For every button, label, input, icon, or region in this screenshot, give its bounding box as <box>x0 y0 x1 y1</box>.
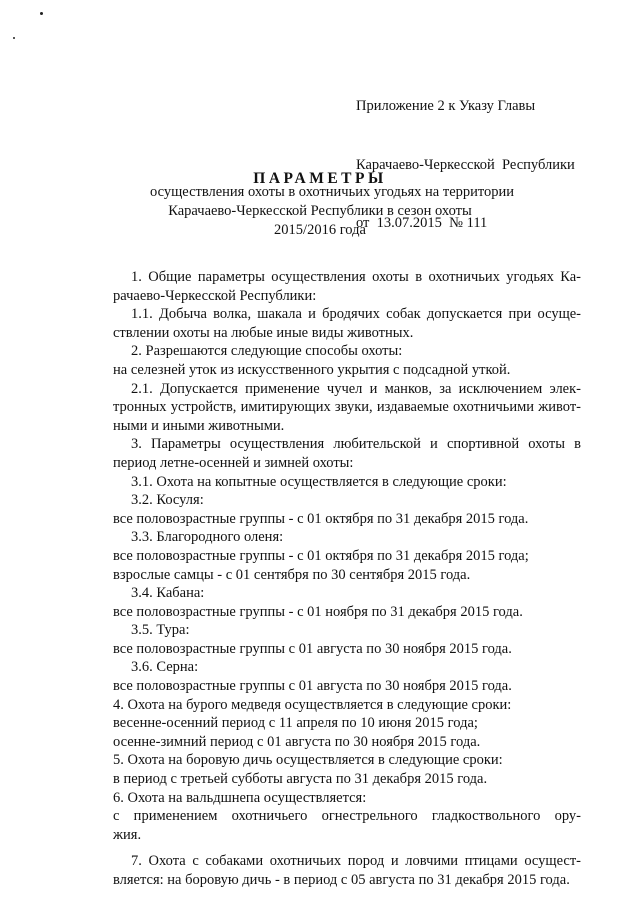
paragraph-6-text-line-2: жия. <box>113 826 142 843</box>
paragraph-3-3: 3.3. Благородного оленя: <box>131 529 284 546</box>
paragraph-1-1-line-2: ствлении охоты на любые иные виды животных. <box>113 324 414 341</box>
document-title: ПАРАМЕТРЫ <box>253 170 387 187</box>
document-body <box>113 268 581 890</box>
appendix-line-1: Приложение 2 к Указу Главы <box>356 98 536 114</box>
appendix-line-3: от 13.07.2015 № 111 <box>356 215 488 231</box>
paragraph-3-line-2: период летне-осенней и зимней охоты: <box>113 454 354 471</box>
paragraph-1-1-line-1: 1.1. Добыча волка, шакала и бродячих собак допускается при осуще- <box>131 306 581 323</box>
paragraph-3-2-text: все половозрастные группы - с 01 октября по 31 декабря 2015 года. <box>113 510 529 527</box>
subtitle-line-3: 2015/2016 года <box>274 222 366 238</box>
subtitle-line-2: Карачаево-Черкесской Республики в сезон охоты <box>168 203 472 219</box>
paragraph-2-1-line-1: 2.1. Допускается применение чучел и манков, за исключением элек- <box>131 380 581 397</box>
paragraph-3-3-text-1: все половозрастные группы - с 01 октября по 31 декабря 2015 года; <box>113 547 529 564</box>
paragraph-3-3-text-2: взрослые самцы - с 01 сентября по 30 сентября 2015 года. <box>113 566 471 583</box>
paragraph-1-line-2: рачаево-Черкесской Республики: <box>113 287 317 304</box>
paragraph-3-4: 3.4. Кабана: <box>131 585 205 602</box>
paragraph-3-5-text: все половозрастные группы с 01 августа по 30 ноября 2015 года. <box>113 640 512 657</box>
paragraph-4-text-1: весенне-осенний период с 11 апреля по 10 июня 2015 года; <box>113 715 478 732</box>
paragraph-1-line-1: 1. Общие параметры осуществления охоты в охотничьих угодьях Ка- <box>131 269 581 285</box>
paragraph-7-line-1: 7. Охота с собаками охотничьих пород и ловчими птицами осущест- <box>131 853 581 870</box>
scan-speck <box>40 12 43 15</box>
paragraph-2-1-line-3: ными и иными животными. <box>113 417 285 434</box>
paragraph-3-6-text: все половозрастные группы с 01 августа по 30 ноября 2015 года. <box>113 678 512 695</box>
paragraph-5-text: в период с третьей субботы августа по 31 декабря 2015 года. <box>113 771 488 788</box>
paragraph-5: 5. Охота на боровую дичь осуществляется в следующие сроки: <box>113 752 503 769</box>
paragraph-3-line-1: 3. Параметры осуществления любительской и спортивной охоты в <box>131 436 581 453</box>
paragraph-2-1-line-2: тронных устройств, имитирующих звуки, издаваемые охотничьими живот- <box>113 399 581 416</box>
document-subtitle <box>150 183 515 240</box>
paragraph-3-1: 3.1. Охота на копытные осуществляется в следующие сроки: <box>131 473 507 490</box>
subtitle-line-1: осуществления охоты в охотничьих угодьях на территории <box>150 184 515 200</box>
paragraph-gap <box>113 844 581 852</box>
paragraph-6-text-line-1: с применением охотничьего огнестрельного гладкоствольного ору- <box>113 808 581 825</box>
scan-speck <box>13 37 15 39</box>
paragraph-4-text-2: осенне-зимний период с 01 августа по 30 ноября 2015 года. <box>113 733 481 750</box>
paragraph-3-5: 3.5. Тура: <box>131 622 190 639</box>
paragraph-4: 4. Охота на бурого медведя осуществляется в следующие сроки: <box>113 696 512 713</box>
paragraph-3-6: 3.6. Серна: <box>131 659 199 676</box>
paragraph-2: 2. Разрешаются следующие способы охоты: <box>131 343 403 360</box>
paragraph-3-2: 3.2. Косуля: <box>131 492 204 509</box>
paragraph-3-4-text: все половозрастные группы - с 01 ноября по 31 декабря 2015 года. <box>113 603 523 620</box>
paragraph-6: 6. Охота на вальдшнепа осуществляется: <box>113 789 367 806</box>
paragraph-7-line-2: вляется: на боровую дичь - в период с 05 августа по 31 декабря 2015 года. <box>113 872 570 888</box>
paragraph-2-text: на селезней уток из искусственного укрытия с подсадной уткой. <box>113 361 511 378</box>
appendix-line-2: Карачаево-Черкесской Республики <box>356 156 575 173</box>
